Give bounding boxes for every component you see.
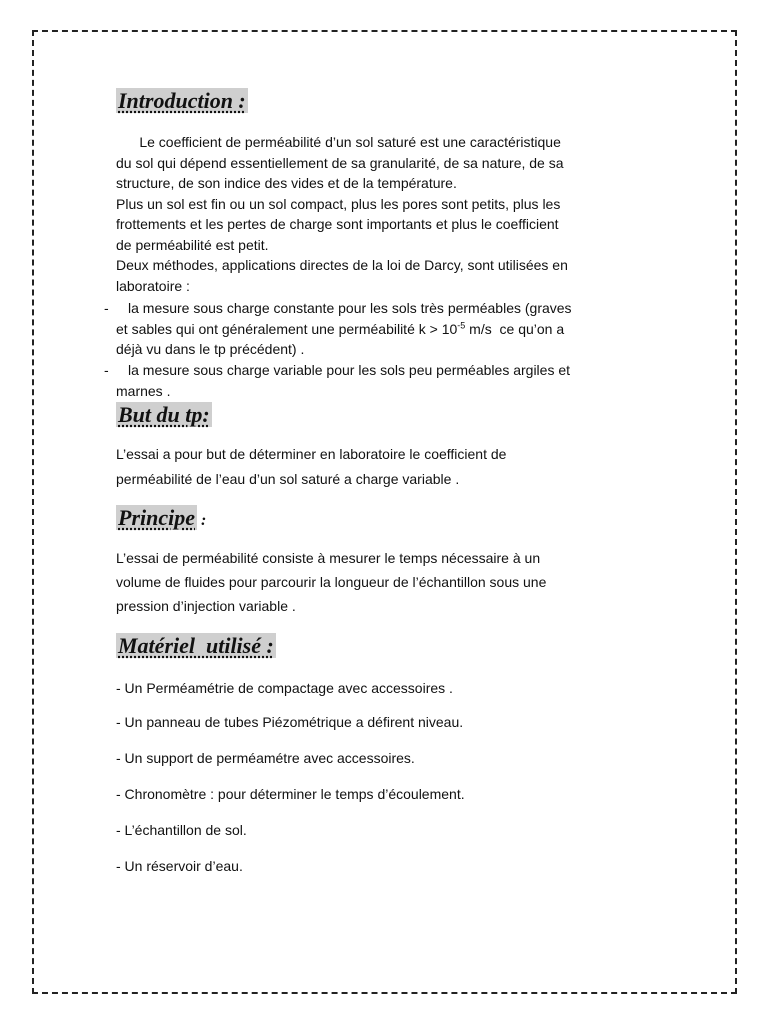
bullet-dash: - (104, 362, 109, 378)
intro-line: Plus un sol est fin ou un sol compact, plus les pores sont petits, plus les (116, 195, 561, 212)
principe-heading-colon: : (197, 512, 207, 529)
intro-line: de perméabilité est petit. (116, 236, 269, 253)
bullet-line (104, 319, 656, 340)
bullet-line: marnes . (116, 382, 171, 399)
intro-line: frottements et les pertes de charge sont importants et plus le coefficient (116, 216, 559, 232)
intro-line: Le coefficient de perméabilité d’un sol saturé est une caractéristique (116, 134, 561, 150)
introduction-heading-text: Introduction : (118, 88, 246, 113)
but-heading (116, 402, 212, 428)
principe-heading-text: Principe (118, 505, 195, 530)
principe-line: pression d’injection variable . (116, 598, 296, 614)
introduction-paragraph (116, 132, 656, 296)
bullet-constant-charge (104, 298, 656, 360)
principe-line: L’essai de perméabilité consiste à mesurer le temps nécessaire à un (116, 550, 541, 566)
bullet-line-part: m/s ce qu’on a (465, 320, 565, 337)
materiel-item: - L’échantillon de sol. (116, 822, 247, 838)
materiel-item: - Un Perméamétrie de compactage avec accessoires . (116, 680, 453, 696)
intro-line: Deux méthodes, applications directes de la loi de Darcy, sont utilisées en (116, 257, 568, 273)
intro-line: du sol qui dépend essentiellement de sa granularité, de sa nature, de sa (116, 154, 564, 171)
bullet-line: déjà vu dans le tp précédent) . (116, 341, 305, 357)
bullet-line: la mesure sous charge constante pour les sols très perméables (graves (128, 300, 572, 316)
materiel-heading (116, 633, 276, 659)
materiel-item: - Chronomètre : pour déterminer le temps d’écoulement. (116, 786, 465, 802)
introduction-heading (116, 88, 248, 114)
but-paragraph (116, 442, 656, 492)
bullet-line: la mesure sous charge variable pour les sols peu perméables argiles et (128, 362, 571, 378)
exponent: -5 (457, 319, 466, 330)
materiel-item: - Un réservoir d’eau. (116, 858, 243, 874)
but-heading-text: But du tp: (118, 402, 210, 427)
principe-line: volume de fluides pour parcourir la longueur de l’échantillon sous une (116, 574, 547, 590)
bullet-line-part: et sables qui ont généralement une perméabilité k > 10 (116, 320, 458, 337)
but-line: L’essai a pour but de déterminer en laboratoire le coefficient de (116, 446, 507, 462)
materiel-heading-text: Matériel utilisé : (118, 633, 274, 658)
bullet-variable-charge (104, 360, 656, 401)
principe-paragraph (116, 546, 656, 618)
materiel-item: - Un support de perméamétre avec accessoires. (116, 750, 415, 766)
principe-heading (116, 505, 206, 534)
intro-line: laboratoire : (116, 277, 190, 294)
bullet-dash: - (104, 300, 109, 316)
but-line: perméabilité de l’eau d’un sol saturé a charge variable . (116, 471, 460, 487)
materiel-item: - Un panneau de tubes Piézométrique a défirent niveau. (116, 714, 464, 730)
intro-line: structure, de son indice des vides et de la température. (116, 175, 457, 191)
